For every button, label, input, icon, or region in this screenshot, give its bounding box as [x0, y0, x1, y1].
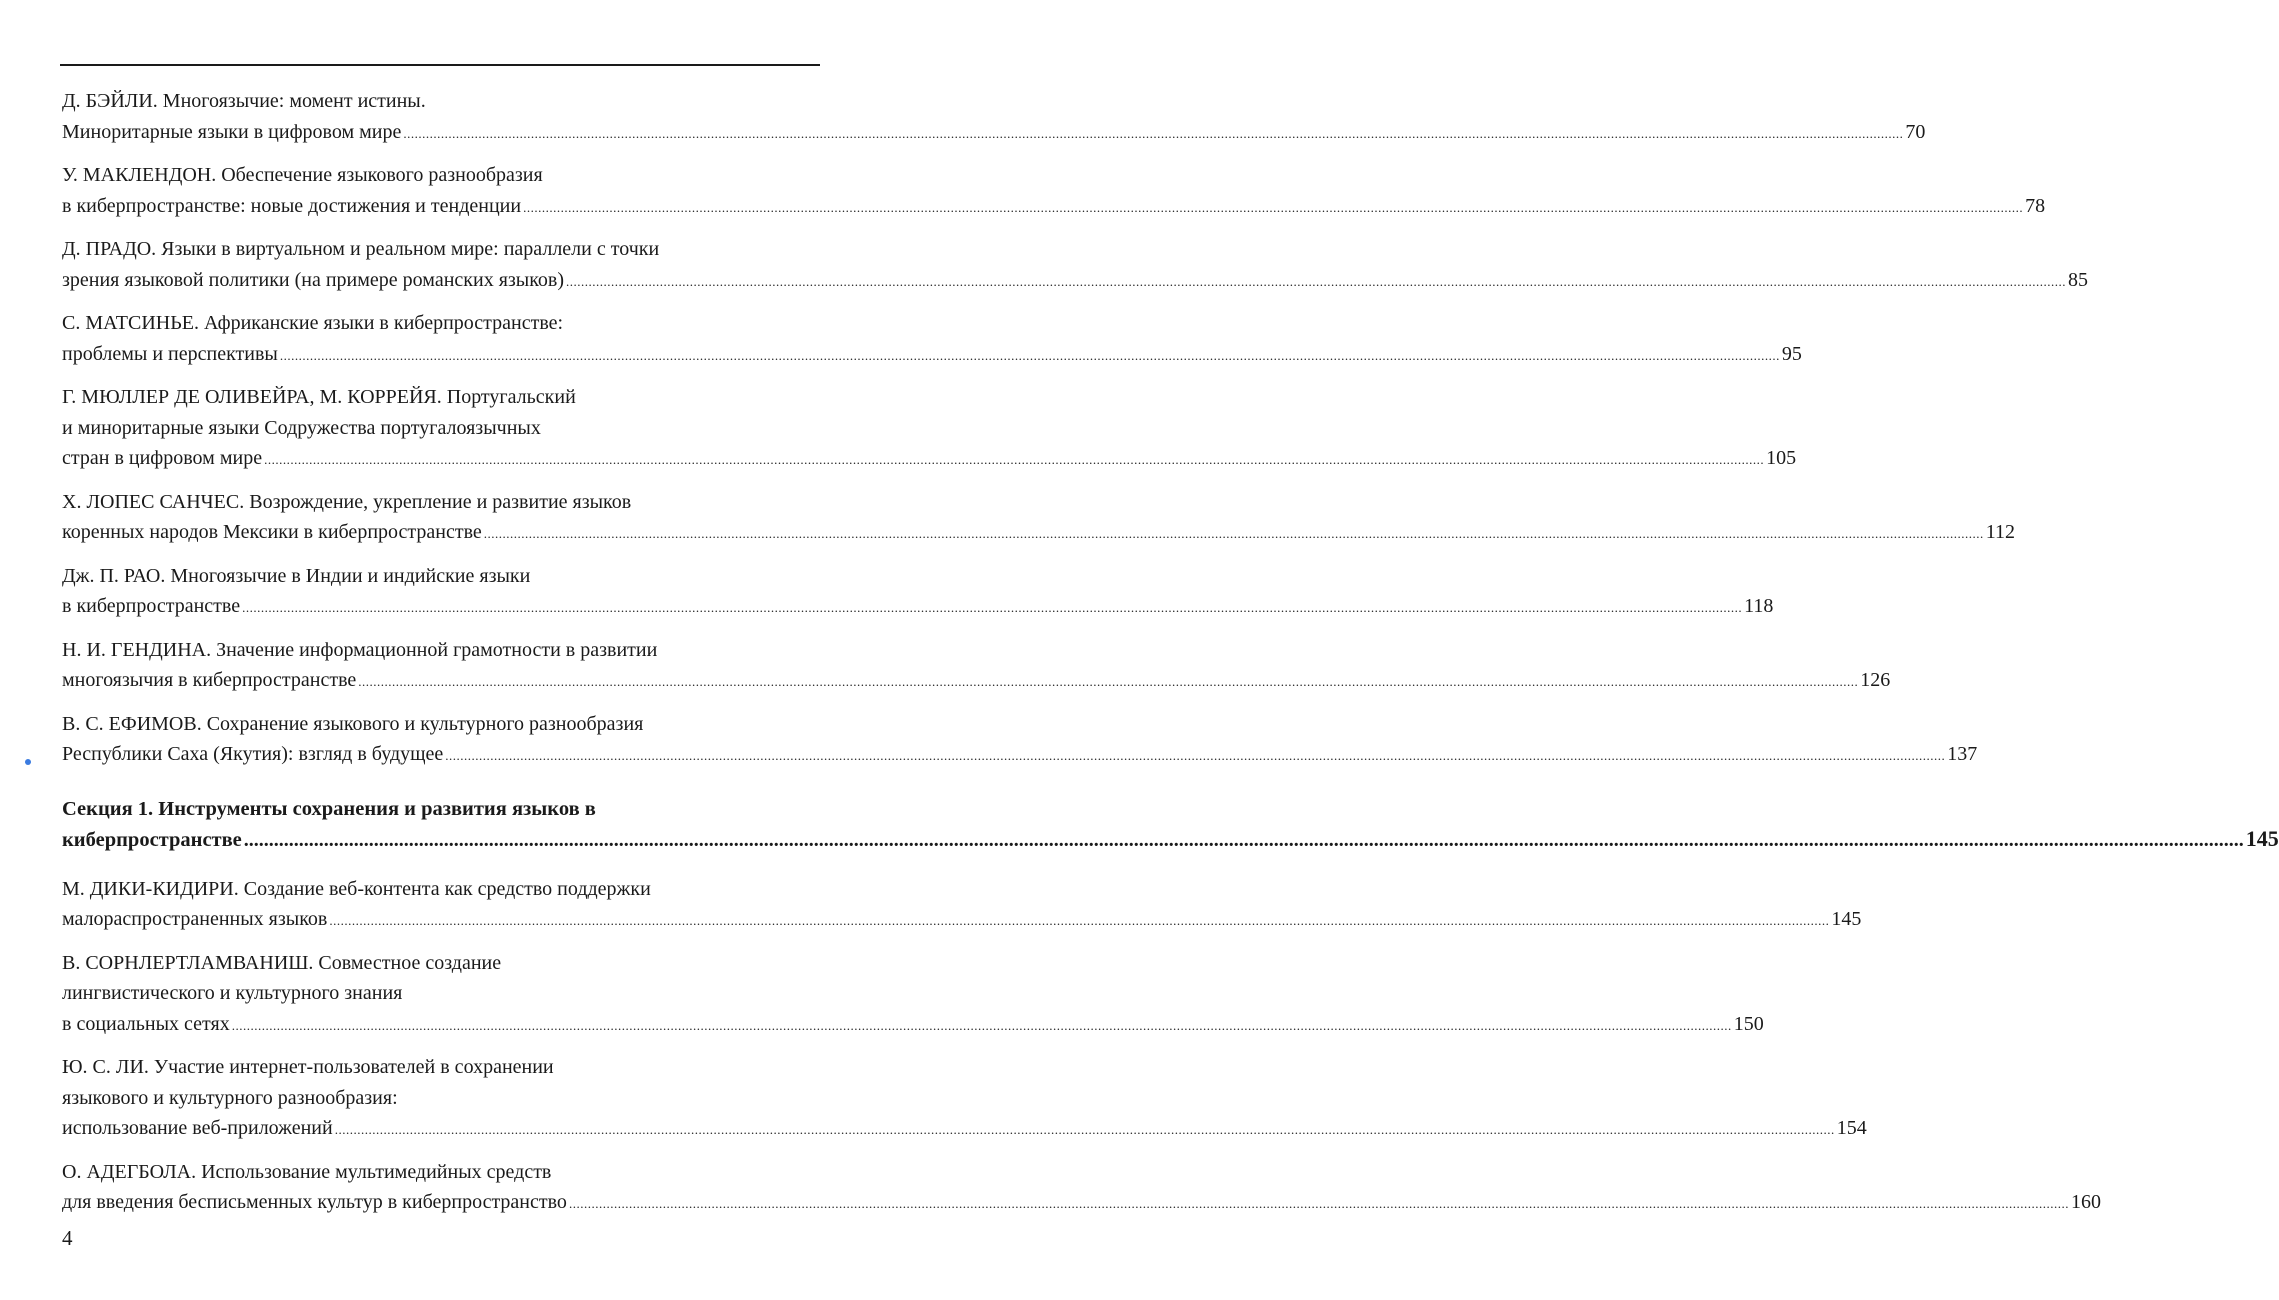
toc-entry [62, 234, 2089, 297]
dot-leader: ................................................................................................................................................................................................................................................................................................................................................................................................................ [243, 829, 2244, 851]
toc-entry [62, 709, 1978, 772]
toc-entry-line: В. СОРНЛЕРТЛАМВАНИШ. Совместное создание [62, 951, 502, 974]
toc-entry-line: проблемы и перспективы [62, 342, 278, 365]
toc-page-number: 145 [1831, 908, 1862, 930]
toc-entry-line: Ю. С. ЛИ. Участие интернет-пользователей в сохранении [62, 1056, 554, 1078]
dot-leader: ................................................................................................................................................................................................................................................................................................................................................................................................................ [264, 452, 1765, 467]
toc-entry-last-line [62, 265, 2089, 298]
dot-leader: ................................................................................................................................................................................................................................................................................................................................................................................................................ [483, 526, 1984, 541]
toc-entry-line: М. ДИКИ-КИДИРИ. Создание веб-контента как средство поддержки [62, 877, 651, 900]
toc-page-number: 85 [2068, 268, 2089, 291]
toc-page-number: 118 [1744, 595, 1774, 617]
toc-entry-line: языкового и культурного разнообразия: [62, 1086, 398, 1109]
toc-entry-line: О. АДЕГБОЛА. Использование мультимедийных средств [62, 1160, 552, 1183]
toc-entry-line: Миноритарные языки в цифровом мире [62, 120, 402, 143]
toc-entry-line: в социальных сетях [62, 1012, 230, 1035]
toc-entry-last-line [62, 443, 1797, 476]
toc-entry [62, 160, 2046, 223]
toc-entry-last-line [62, 1009, 1764, 1042]
toc-entry-line: коренных народов Мексики в киберпространстве [62, 521, 482, 543]
toc-entry-line: Д. ПРАДО. Языки в виртуальном и реальном мире: параллели с точки [62, 238, 660, 260]
margin-marker-dot [25, 759, 31, 765]
toc-entry-line: Г. МЮЛЛЕР ДЕ ОЛИВЕЙРА, М. КОРРЕЙЯ. Португальский [62, 386, 576, 408]
toc-page-number: 160 [2070, 1191, 2101, 1213]
dot-leader: ................................................................................................................................................................................................................................................................................................................................................................................................................ [279, 347, 1780, 363]
dot-leader: ................................................................................................................................................................................................................................................................................................................................................................................................................ [358, 674, 1859, 689]
toc-entry-last-line [62, 591, 1774, 624]
toc-entry-last-line [62, 904, 1862, 937]
toc-entry [62, 308, 1802, 371]
toc-entry-line: и миноритарные языки Содружества португалоязычных [62, 416, 541, 439]
toc-entry-line: использование веб-приложений [62, 1117, 333, 1139]
toc-entry [62, 86, 1926, 149]
toc-entry [62, 487, 2016, 550]
dot-leader: ................................................................................................................................................................................................................................................................................................................................................................................................................ [566, 273, 2067, 289]
toc-entry-line: стран в цифровом мире [62, 447, 263, 469]
toc-entry-line: в киберпространстве [62, 595, 241, 617]
toc-entry-line: Секция 1. Инструменты сохранения и развития языков в [62, 797, 596, 820]
dot-leader: ................................................................................................................................................................................................................................................................................................................................................................................................................ [445, 748, 1946, 763]
toc-entry-line: киберпространстве [62, 829, 242, 851]
toc-page-number: 154 [1836, 1117, 1867, 1139]
toc-entry-last-line [62, 339, 1802, 372]
toc-entry [62, 948, 1764, 1042]
toc-entry-line: Н. И. ГЕНДИНА. Значение информационной грамотности в развитии [62, 638, 658, 661]
toc-entry-line: в киберпространстве: новые достижения и тенденции [62, 194, 522, 217]
toc-page-number: 78 [2025, 194, 2046, 217]
dot-leader: ................................................................................................................................................................................................................................................................................................................................................................................................................ [231, 1017, 1732, 1033]
dot-leader: ................................................................................................................................................................................................................................................................................................................................................................................................................ [403, 125, 1904, 141]
toc-page-number: 137 [1947, 743, 1978, 765]
toc-page-number: 112 [1985, 521, 2016, 543]
toc-entry-line: Республики Саха (Якутия): взгляд в будущее [62, 743, 444, 765]
header-rule [60, 64, 820, 66]
table-of-contents [62, 86, 2279, 1231]
toc-entry-line: Х. ЛОПЕС САНЧЕС. Возрождение, укрепление и развитие языков [62, 490, 632, 513]
toc-page-number: 150 [1733, 1012, 1764, 1035]
toc-entry-last-line [62, 824, 2279, 856]
toc-entry-last-line [62, 1113, 1867, 1146]
toc-entry-line: лингвистического и культурного знания [62, 982, 403, 1004]
toc-entry [62, 561, 1774, 624]
toc-entry [62, 382, 1797, 476]
toc-entry-last-line [62, 117, 1926, 150]
toc-entry [62, 1157, 2101, 1220]
toc-entry-line: многоязычия в киберпространстве [62, 669, 357, 691]
dot-leader: ................................................................................................................................................................................................................................................................................................................................................................................................................ [242, 600, 1743, 615]
toc-entry-line: С. МАТСИНЬЕ. Африканские языки в киберпространстве: [62, 312, 564, 334]
toc-page-number: 70 [1905, 120, 1926, 143]
toc-page-number: 145 [2245, 826, 2279, 851]
toc-entry-line: малораспространенных языков [62, 908, 328, 930]
toc-entry-last-line [62, 517, 2016, 550]
toc-page-number: 95 [1781, 342, 1802, 365]
toc-entry-line: У. МАКЛЕНДОН. Обеспечение языкового разнообразия [62, 164, 543, 186]
toc-entry-line: Д. БЭЙЛИ. Многоязычие: момент истины. [62, 90, 426, 112]
toc-entry [62, 635, 1891, 698]
toc-entry-last-line [62, 665, 1891, 698]
toc-section-heading [62, 794, 2279, 856]
toc-page-number: 126 [1860, 669, 1891, 691]
toc-entry-line: В. С. ЕФИМОВ. Сохранение языкового и культурного разнообразия [62, 712, 644, 735]
toc-entry-last-line [62, 191, 2046, 224]
toc-page-number: 105 [1766, 447, 1797, 469]
toc-entry [62, 874, 1862, 937]
toc-entry-line: Дж. П. РАО. Многоязычие в Индии и индийские языки [62, 564, 531, 587]
toc-entry-line: зрения языковой политики (на примере романских языков) [62, 268, 565, 291]
toc-entry-last-line [62, 739, 1978, 772]
toc-entry-last-line [62, 1187, 2101, 1220]
page-number: 4 [62, 1226, 73, 1250]
dot-leader: ................................................................................................................................................................................................................................................................................................................................................................................................................ [568, 1196, 2069, 1211]
dot-leader: ................................................................................................................................................................................................................................................................................................................................................................................................................ [334, 1122, 1835, 1137]
toc-entry [62, 1052, 1867, 1146]
dot-leader: ................................................................................................................................................................................................................................................................................................................................................................................................................ [523, 199, 2024, 215]
dot-leader: ................................................................................................................................................................................................................................................................................................................................................................................................................ [329, 913, 1830, 928]
toc-entry-line: для введения бесписьменных культур в киберпространство [62, 1191, 567, 1213]
